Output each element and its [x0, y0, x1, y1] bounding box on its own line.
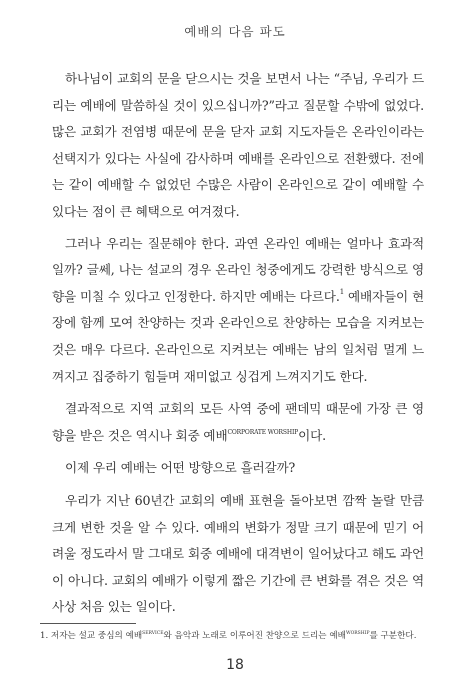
footnote-text-c: 를 구분한다.: [369, 631, 417, 641]
gloss-service: SERVICE: [142, 631, 164, 636]
footnote: [40, 629, 432, 643]
body-text: [52, 66, 424, 627]
paragraph-2: [52, 231, 424, 391]
paragraph-2-text-b: 예배자들이 현장에 함께 모여 찬양하는 것과 온라인으로 찬양하는 모습을 지켜보는 것은 매우 다르다. 온라인으로 지켜보는 예배는 남의 일처럼 멀게 느껴지고 집중하기 힘들며 재미없고 싱겁게 느껴지기도 한다.: [52, 288, 424, 384]
footnote-number: 1.: [40, 631, 49, 641]
paragraph-4: 이제 우리 예배는 어떤 방향으로 흘러갈까?: [65, 460, 296, 476]
paragraph-2-text-a: 그러나 우리는 질문해야 한다. 과연 온라인 예배는 얼마나 효과적일까? 글쎄, 나는 설교의 경우 온라인 청중에게도 강력한 방식으로 영향을 미칠 수 있다고 인정한다. 하지만 예배는 다르다.: [52, 235, 424, 304]
paragraph-3: [52, 396, 424, 449]
paragraph-3-text-b: 이다.: [298, 427, 326, 443]
gloss-corporate-worship: CORPORATE WORSHIP: [227, 428, 299, 436]
page-number: 18: [226, 657, 244, 673]
paragraph-5: 우리가 지난 60년간 교회의 예배 표현을 돌아보면 깜짝 놀랄 만큼 크게 변한 것을 알 수 있다. 예배의 변화가 정말 크기 때문에 믿기 어려울 정도라서 말 그대로 회중 예배에 대격변이 일어났다고 해도 과언이 아니다. 교회의 예배가 이렇게 짧은 기간에 큰 변화를 겪은 것은 역사상 처음 있는 일이다.: [52, 492, 424, 615]
paragraph-1: 하나님이 교회의 문을 닫으시는 것을 보면서 나는 “주님, 우리가 드리는 예배에 말씀하실 것이 있으십니까?”라고 질문할 수밖에 없었다. 많은 교회가 전염병 때문에 문을 닫자 교회 지도자들은 온라인이라는 선택지가 있다는 사실에 감사하며 예배를 온라인으로 전환했다. 전에는 같이 예배할 수 없었던 수많은 사람이 온라인으로 같이 예배할 수 있다는 점이 큰 혜택으로 여겨졌다.: [52, 71, 424, 219]
footnote-divider: [40, 623, 136, 624]
footnote-reference[interactable]: 1: [339, 287, 344, 296]
footnote-text-b: 와 음악과 노래로 이루어진 찬양으로 드리는 예배: [163, 631, 346, 641]
running-head: 예배의 다음 파도: [184, 24, 286, 39]
paragraph-3-text-a: 결과적으로 지역 교회의 모든 사역 중에 팬데믹 때문에 가장 큰 영향을 받은 것은 역시나 회중 예배: [52, 401, 424, 443]
gloss-worship: WORSHIP: [345, 631, 370, 636]
footnote-text-a: 저자는 설교 중심의 예배: [48, 631, 143, 641]
